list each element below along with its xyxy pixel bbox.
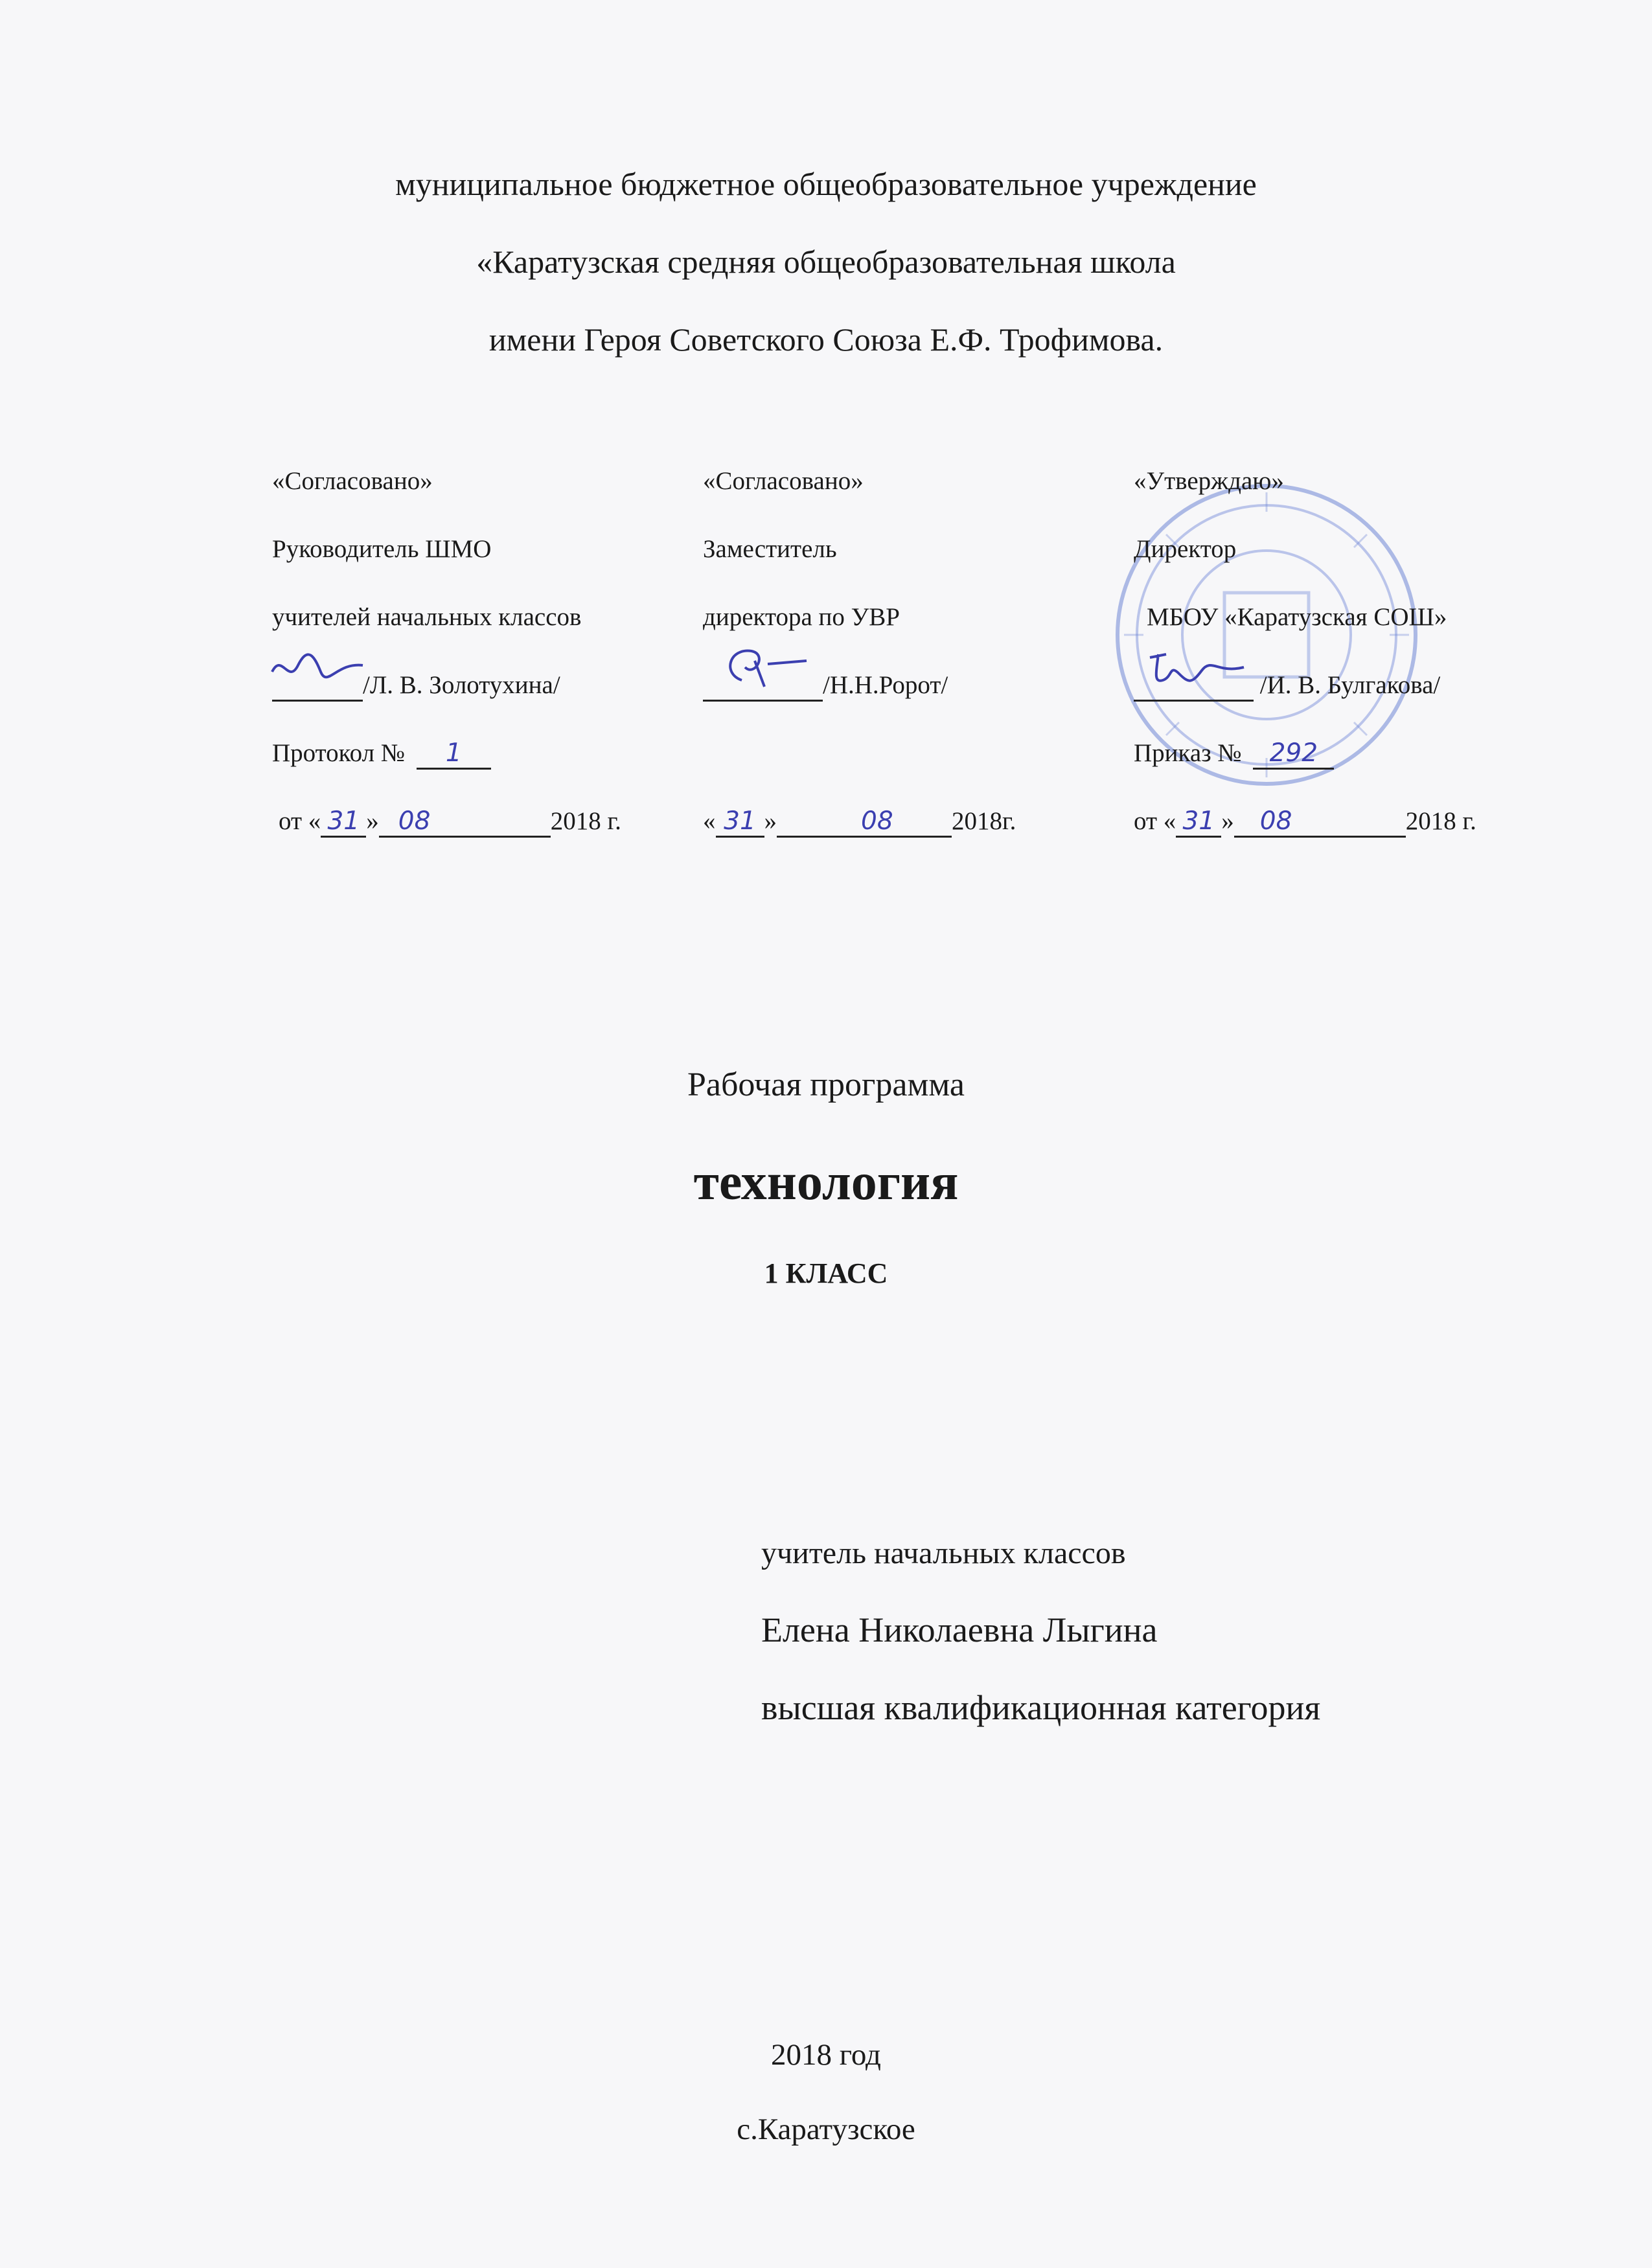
handwritten-signature-icon bbox=[716, 641, 813, 693]
date-mid: » bbox=[366, 807, 379, 835]
date-month: 08 bbox=[398, 807, 431, 836]
date-day: 31 bbox=[1182, 807, 1215, 836]
protocol-number: 1 bbox=[445, 739, 462, 768]
teacher-category: высшая квалификационная категория bbox=[761, 1688, 1321, 1727]
approval-heading: «Согласовано» bbox=[272, 467, 433, 495]
date-prefix: « bbox=[703, 807, 716, 835]
date-mid: » bbox=[1221, 807, 1234, 835]
signature-line bbox=[703, 670, 823, 702]
org-name-line3: имени Героя Советского Союза Е.Ф. Трофимова. bbox=[488, 321, 1164, 358]
order-number: 292 bbox=[1269, 739, 1318, 768]
footer-year: 2018 год bbox=[771, 2038, 881, 2072]
date-year: 2018г. bbox=[952, 807, 1016, 835]
approval-role-detail: учителей начальных классов bbox=[272, 603, 582, 631]
org-name-line1: муниципальное бюджетное общеобразовательное учреждение bbox=[395, 166, 1257, 202]
document-title: Рабочая программа bbox=[687, 1066, 965, 1103]
date-year: 2018 г. bbox=[1405, 807, 1476, 835]
date-month: 08 bbox=[1259, 807, 1292, 836]
approval-role: Директор bbox=[1134, 535, 1237, 563]
date-day: 31 bbox=[724, 807, 756, 836]
approval-role: Заместитель bbox=[703, 535, 837, 563]
handwritten-signature-icon bbox=[1140, 645, 1250, 693]
date-prefix: от « bbox=[279, 807, 321, 835]
teacher-name: Елена Николаевна Лыгина bbox=[761, 1610, 1158, 1649]
date-prefix: от « bbox=[1134, 807, 1176, 835]
approval-heading: «Согласовано» bbox=[703, 467, 864, 495]
signature-line bbox=[272, 670, 363, 702]
teacher-position: учитель начальных классов bbox=[761, 1536, 1126, 1570]
approver-name: /И. В. Булгакова/ bbox=[1259, 671, 1441, 699]
approval-role-detail: МБОУ «Каратузская СОШ» bbox=[1147, 603, 1447, 631]
footer-place: с.Каратузское bbox=[737, 2113, 915, 2146]
date-mid: » bbox=[764, 807, 777, 835]
approval-heading: «Утверждаю» bbox=[1134, 467, 1284, 495]
subject-name: технология bbox=[693, 1154, 959, 1211]
order-label: Приказ № bbox=[1134, 739, 1242, 767]
date-day: 31 bbox=[327, 807, 360, 836]
handwritten-signature-icon bbox=[266, 646, 369, 691]
approval-role-detail: директора по УВР bbox=[703, 603, 900, 631]
grade-label: 1 КЛАСС bbox=[764, 1257, 888, 1289]
org-name-line2: «Каратузская средняя общеобразовательная школа bbox=[476, 244, 1176, 280]
approver-name: /Н.Н.Ророт/ bbox=[823, 671, 948, 699]
protocol-label: Протокол № bbox=[272, 739, 406, 767]
date-month: 08 bbox=[861, 807, 893, 836]
approver-name: /Л. В. Золотухина/ bbox=[363, 671, 560, 699]
signature-line bbox=[1134, 670, 1254, 702]
approval-role: Руководитель ШМО bbox=[272, 535, 492, 563]
date-year: 2018 г. bbox=[550, 807, 621, 835]
